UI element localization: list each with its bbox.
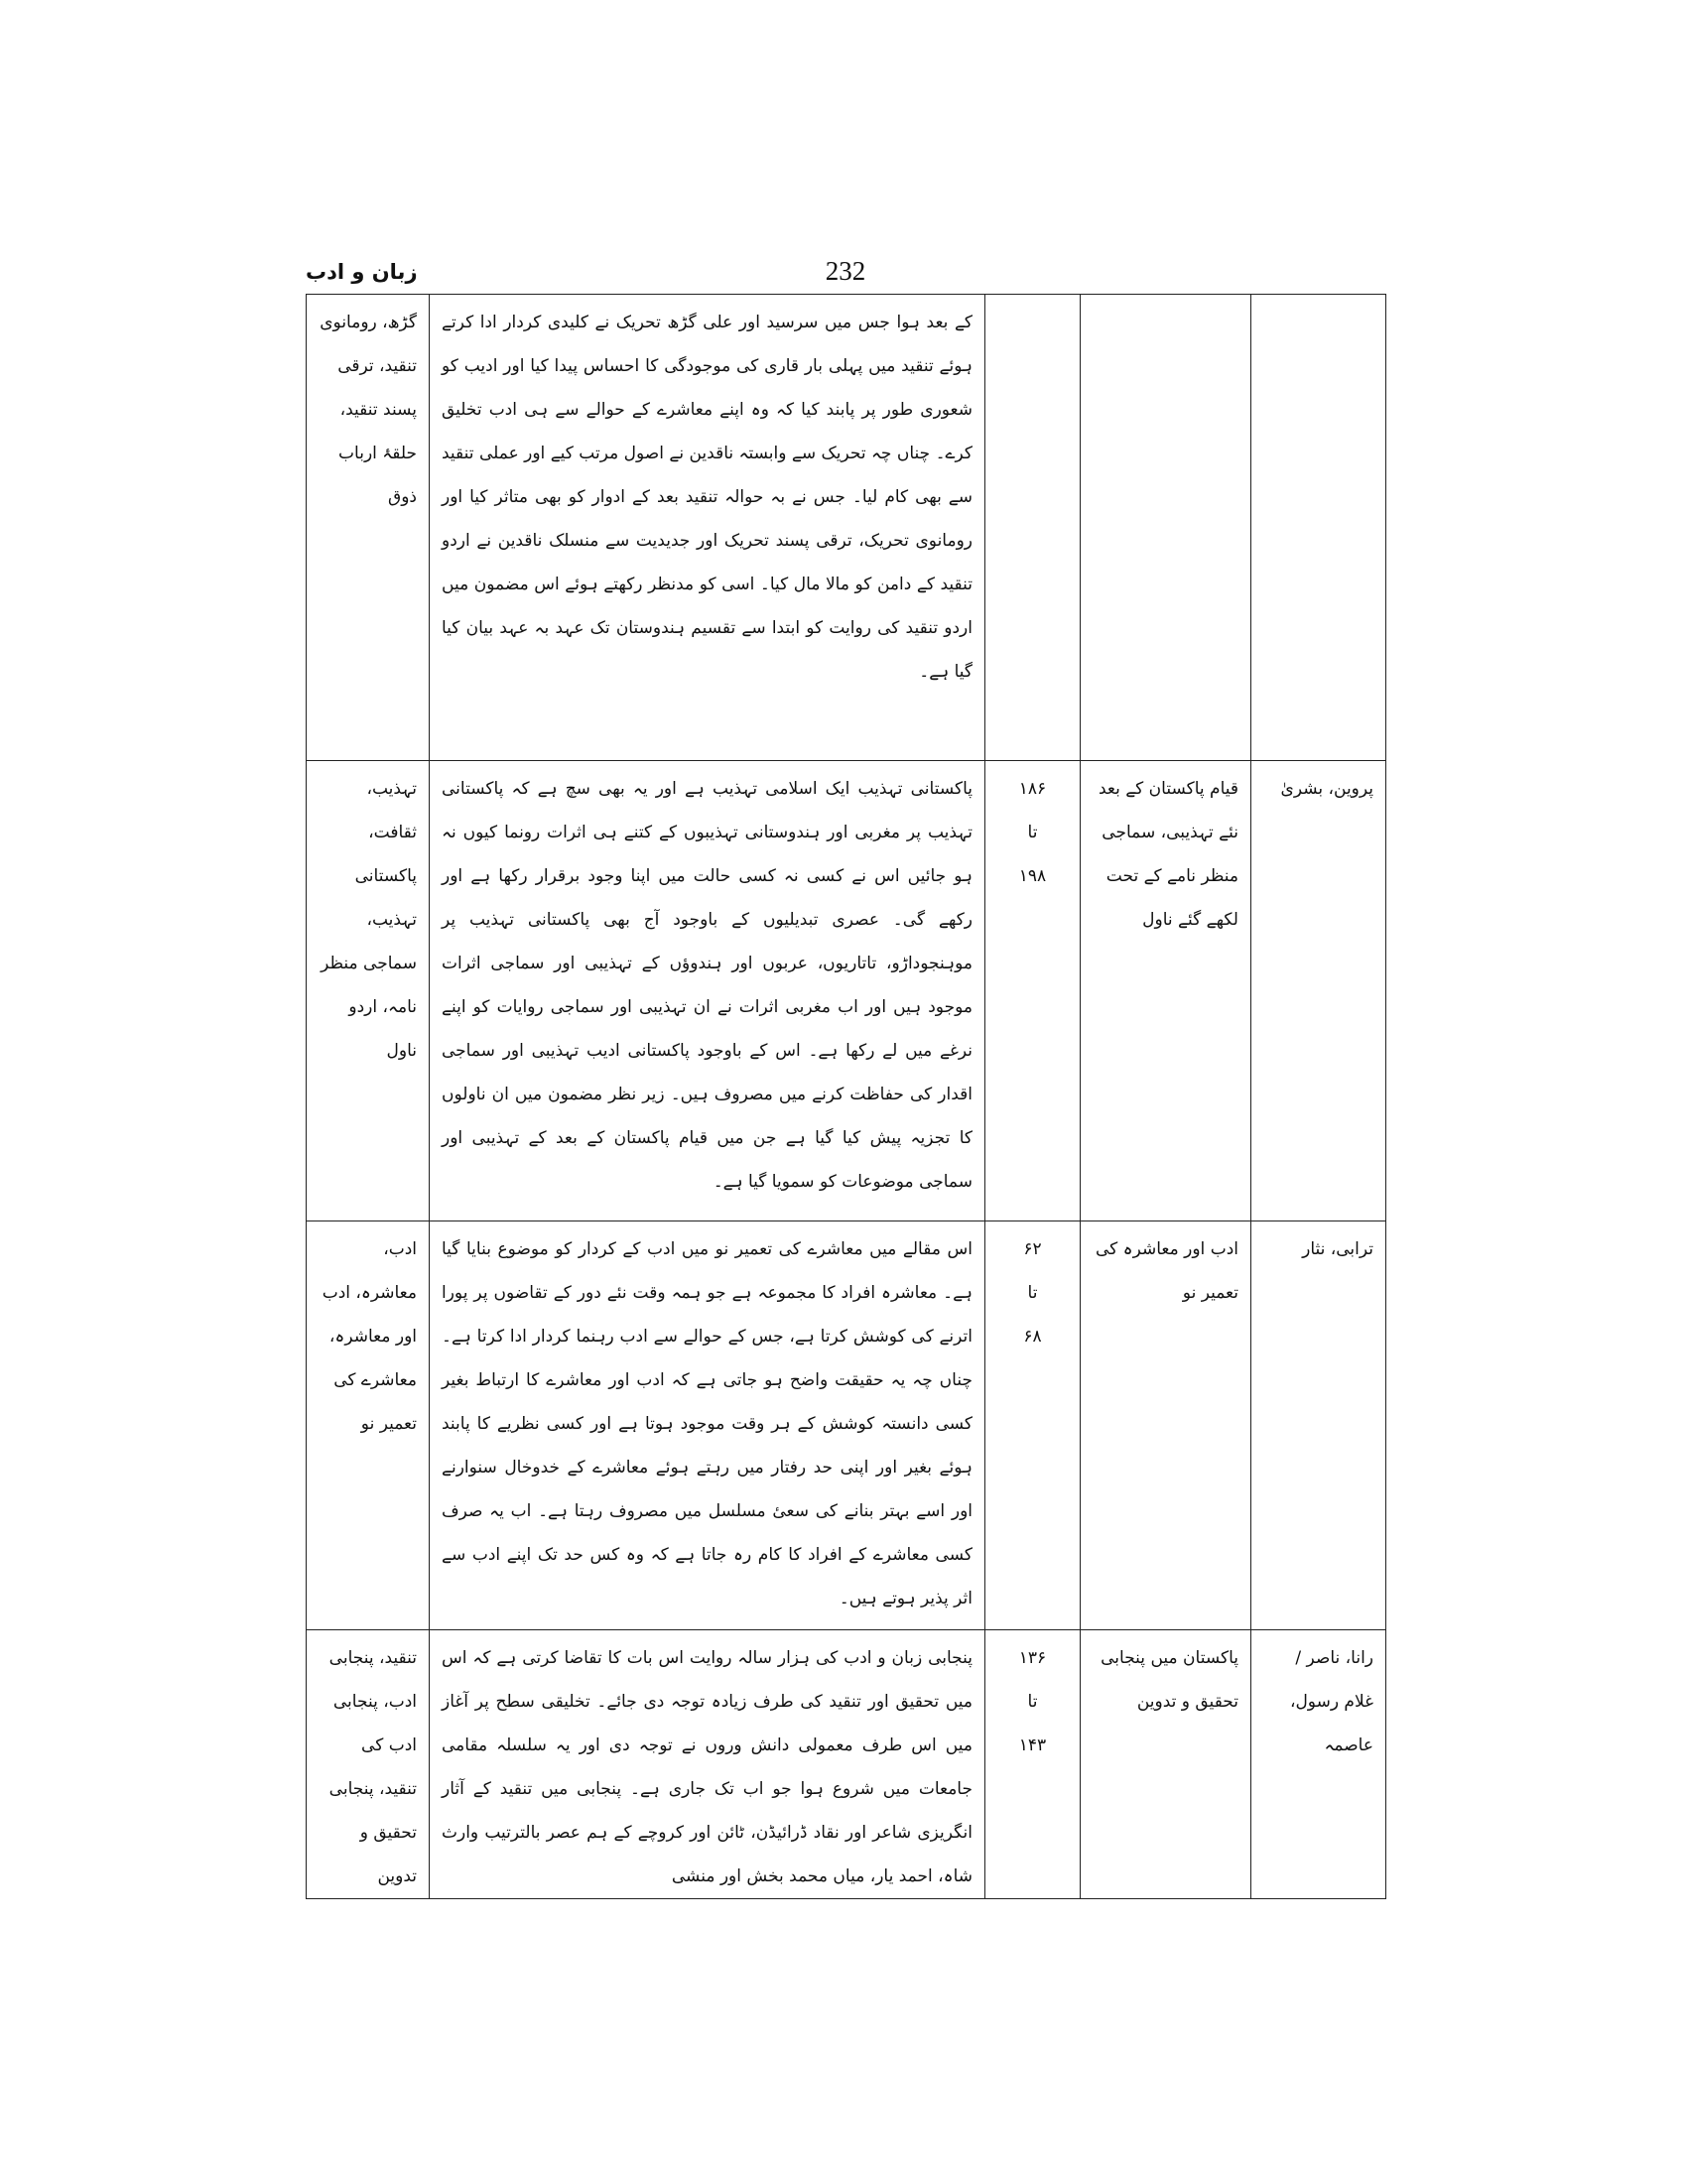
- page-header: [306, 256, 1385, 296]
- abstract-cell: پنجابی زبان و ادب کی ہزار سالہ روایت اس بات کا تقاضا کرتی ہے کہ اس میں تحقیق اور تنقید کی طرف زیادہ توجہ دی جائے۔ تخلیقی سطح پر آغاز میں اس طرف معمولی دانش وروں نے توجہ دی اور یہ سلسلہ مقامی جامعات میں شروع ہوا جو اب تک جاری ہے۔ پنجابی میں تنقید کے آثار انگریزی شاعر اور نقاد ڈرائیڈن، ٹائن اور کروچے کے ہم عصر بالترتیب وارث شاہ، احمد یار، میاں محمد بخش اور منشی: [430, 1630, 985, 1899]
- table-row: [307, 1630, 1386, 1899]
- pages-cell: [985, 295, 1081, 761]
- author-cell: ترابی، نثار: [1251, 1221, 1386, 1630]
- title-cell: پاکستان میں پنجابی تحقیق و تدوین: [1081, 1630, 1251, 1899]
- abstract-cell: پاکستانی تہذیب ایک اسلامی تہذیب ہے اور یہ بھی سچ ہے کہ پاکستانی تہذیب پر مغربی اور ہندوستانی تہذیبوں کے کتنے ہی اثرات رونما کیوں نہ ہو جائیں اس نے کسی نہ کسی حالت میں اپنا وجود برقرار رکھا ہے اور رکھے گی۔ عصری تبدیلیوں کے باوجود آج بھی پاکستانی تہذیب پر موہنجوداڑو، تاتاریوں، عربوں اور ہندوؤں کے تہذیبی اور سماجی اثرات موجود ہیں اور اب مغربی اثرات نے ان تہذیبی اور سماجی روایات کو اپنے نرغے میں لے رکھا ہے۔ اس کے باوجود پاکستانی ادیب تہذیبی اور سماجی اقدار کی حفاظت کرنے میں مصروف ہیں۔ زیر نظر مضمون میں ان ناولوں کا تجزیہ پیش کیا گیا ہے جن میں قیام پاکستان کے بعد کے تہذیبی اور سماجی موضوعات کو سمویا گیا ہے۔: [430, 761, 985, 1221]
- page-end: ۱۹۸: [1018, 866, 1047, 886]
- abstract-cell: اس مقالے میں معاشرے کی تعمیر نو میں ادب کے کردار کو موضوع بنایا گیا ہے۔ معاشرہ افراد کا مجموعہ ہے جو ہمہ وقت نئے دور کے تقاضوں پر پورا اترنے کی کوشش کرتا ہے، جس کے حوالے سے ادب رہنما کردار ادا کرتا ہے۔ چناں چہ یہ حقیقت واضح ہو جاتی ہے کہ ادب اور معاشرے کا ارتباط بغیر کسی دانستہ کوشش کے ہر وقت موجود ہوتا ہے اور کسی نظریے کا پابند ہوئے بغیر اور اپنی حد رفتار میں رہتے ہوئے معاشرے کے خدوخال سنوارنے اور اسے بہتر بنانے کی سعیٔ مسلسل میں مصروف رہتا ہے۔ اب یہ صرف کسی معاشرے کے افراد کا کام رہ جاتا ہے کہ وہ کس حد تک اپنے ادب سے اثر پذیر ہوتے ہیں۔: [430, 1221, 985, 1630]
- keywords-cell: گڑھ، رومانوی تنقید، ترقی پسند تنقید، حلقۂ ارباب ذوق: [307, 295, 430, 761]
- author-cell: رانا، ناصر / غلام رسول، عاصمہ: [1251, 1630, 1386, 1899]
- table-row: [307, 295, 1386, 761]
- pages-cell: [985, 761, 1081, 1221]
- page-separator: تا: [1027, 1283, 1038, 1303]
- page-end: ۶۸: [1023, 1327, 1042, 1347]
- table-row: [307, 761, 1386, 1221]
- keywords-cell: تہذیب، ثقافت، پاکستانی تہذیب، سماجی منظر نامہ، اردو ناول: [307, 761, 430, 1221]
- title-cell: [1081, 295, 1251, 761]
- journal-title: زبان و ادب: [306, 260, 418, 284]
- page-separator: تا: [1027, 823, 1038, 842]
- page-start: ۶۲: [1023, 1239, 1042, 1259]
- pages-cell: [985, 1630, 1081, 1899]
- author-cell: پروین، بشریٰ: [1251, 761, 1386, 1221]
- page-start: ۱۳۶: [1018, 1648, 1047, 1668]
- title-cell: قیام پاکستان کے بعد نئے تہذیبی، سماجی منظر نامے کے تحت لکھے گئے ناول: [1081, 761, 1251, 1221]
- article-index-table: [306, 294, 1386, 1899]
- page-end: ۱۴۳: [1018, 1735, 1047, 1755]
- page-number: 232: [825, 256, 866, 286]
- pages-cell: [985, 1221, 1081, 1630]
- keywords-cell: ادب، معاشرہ، ادب اور معاشرہ، معاشرے کی تعمیر نو: [307, 1221, 430, 1630]
- table-row: [307, 1221, 1386, 1630]
- page-separator: تا: [1027, 1692, 1038, 1712]
- page-start: ۱۸۶: [1018, 779, 1047, 799]
- title-cell: ادب اور معاشرہ کی تعمیر نو: [1081, 1221, 1251, 1630]
- author-cell: [1251, 295, 1386, 761]
- keywords-cell: تنقید، پنجابی ادب، پنجابی ادب کی تنقید، پنجابی تحقیق و تدوین: [307, 1630, 430, 1899]
- abstract-cell: کے بعد ہوا جس میں سرسید اور علی گڑھ تحریک نے کلیدی کردار ادا کرتے ہوئے تنقید میں پہلی بار قاری کی موجودگی کا احساس پیدا کیا اور ادیب کو شعوری طور پر پابند کیا کہ وہ اپنے معاشرے کے حوالے سے ہی ادب تخلیق کرے۔ چناں چہ تحریک سے وابستہ ناقدین نے اصول مرتب کیے اور عملی تنقید سے بھی کام لیا۔ جس نے بہ حوالہ تنقید بعد کے ادوار کو بھی متاثر کیا اور رومانوی تحریک، ترقی پسند تحریک اور جدیدیت سے منسلک ناقدین نے اردو تنقید کے دامن کو مالا مال کیا۔ اسی کو مدنظر رکھتے ہوئے اس مضمون میں اردو تنقید کی روایت کو ابتدا سے تقسیم ہندوستان تک عہد بہ عہد بیان کیا گیا ہے۔: [430, 295, 985, 761]
